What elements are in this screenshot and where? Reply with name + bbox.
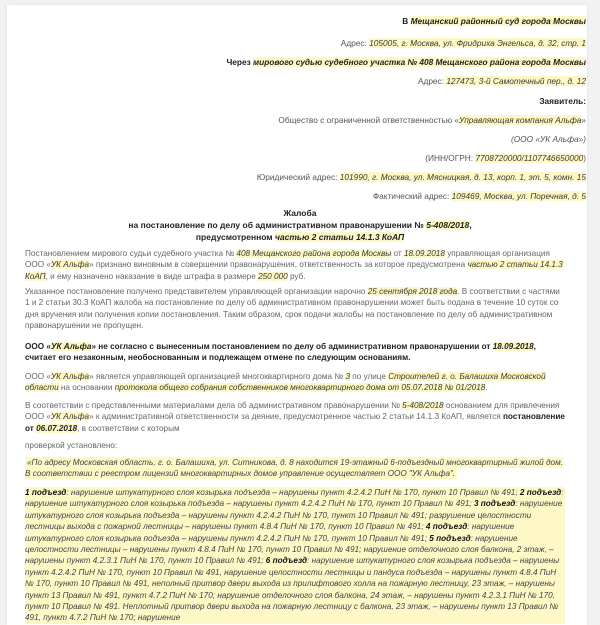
actual-address-label: Фактический адрес: [372,191,452,201]
court-line [402,16,586,26]
p1-text: Постановлением мирового судьи судебного участка № [25,249,237,258]
entrance-3-label: 3 подъезд [473,499,516,509]
p2-text: . В соответствии с частями 1 и 2 статьи 30.3 КоАП жалоба на постановление по делу об административном правонарушении может быть подана в течение 10 суток со дня вручения или получения копии постановления. Таким образом, срок подачи жалобы на постановление по делу об административном правонарушении не пропущен. [25,287,560,331]
document-subtitle-line2 [0,232,600,242]
document-title: Жалоба [283,208,317,218]
p1-org: УК Альфа [50,260,90,270]
court-name: Мещанский районный суд города Москвы [410,16,586,26]
court-address-value: 105005, г. Москва, ул. Фридриха Энгельса, д. 32, стр. 1 [369,38,586,48]
p4-text: на основании [58,383,115,393]
via-line [226,57,586,67]
paragraph-5 [25,400,565,434]
p5-case: 5-408/2018 [402,401,444,410]
p1-text: » признано виновным в совершении правонарушения, ответственность за которое предусмотрена [89,260,468,270]
entrance-3-text: : нарушение штукатурного слоя козырька подъезда – нарушены пункт 4.2.4.2 ПиН № 170, пункт 10 Правил № 491; разрушение целостности лестницы выхода с пожарной лестницы – нарушены пункт 4.8.4 ПиН № 170, пункт 10 Правил № 491; [25,499,563,532]
actual-address-line [373,191,586,201]
court-address-line [341,38,586,48]
entrance-4-text: : нарушение штукатурного слоя козырька подъезда – нарушены пункт 4.2.4.2 ПиН № 170, пункт 10 Правил № 491; [25,522,515,543]
subtitle2-prefix: предусмотренном [195,232,275,242]
entrance-2-text: : нарушение штукатурного слоя козырька подъезда – нарушены пункт 4.2.4.2 ПиН № 170, пункт 10 Правил № 491; [25,488,564,509]
p4-protocol: протокола общего собрания собственников многоквартирного дома от 05.07.2018 № 01/2018 [114,383,486,393]
paragraph-1 [25,248,565,282]
case-number: 5-408/2018 [426,220,470,230]
p1-court: 408 Мещанского района города Москвы [236,249,392,258]
p3-text: ООО « [25,342,51,351]
entrance-5-label: 5 подъезд [429,533,471,543]
entrance-2-label: 2 подъезд [519,488,562,497]
paragraph-2 [25,286,565,332]
inn-value: 7708720000/1107746650000 [475,153,584,163]
p3-text: » не согласно с вынесенным постановлением по делу об административном правонарушении от [91,342,493,351]
p4-street: Строителей г. о. Балашиха Московской области [25,372,546,393]
paragraph-3 [25,341,565,364]
p4-text: » является управляющей организацией многоквартирного дома № [89,372,346,381]
paragraph-6: проверкой установлено: [25,441,118,450]
p1-text: , и ему назначено наказание в виде штрафа в размере [45,271,259,281]
p3-date: 18.09.2018 [492,342,534,351]
inn-suffix: ) [583,153,586,163]
legal-address-label: Юридический адрес: [256,172,340,182]
p4-text: по улице [350,372,389,381]
court-prefix: В [402,16,411,26]
p1-fine: 250 000 [258,271,288,281]
p4-text: ООО « [25,372,51,381]
inn-label: (ИНН/ОГРН: [425,153,476,163]
actual-address-value: 109469, Москва, ул. Поречная, д. 5 [451,191,586,201]
violations-block [25,487,565,624]
p4-house: 3 [345,372,350,381]
p5-text: В соответствии с представленными материалами дела об административном правонарушении № [25,401,403,410]
entrance-1-label: 1 подъезд [25,488,67,497]
via-address-line [418,76,586,86]
applicant-label: Заявитель: [539,96,586,106]
via-prefix: Через [226,57,253,67]
p2-date: 25 сентября 2018 года [367,287,458,296]
document-subtitle-line1 [0,220,600,230]
p1-text: руб. [287,271,306,281]
p1-article: частью 2 статьи 14.1.3 КоАП [25,260,563,281]
p5-text: , в соответствии с которым [77,423,180,433]
entrance-5-text: : нарушение целостности лестницы – нарушены пункт 4.8.4 ПиН № 170, пункт 10 Правил № 491; нарушение отделочного слоя балкона, 2 этаж, – нарушены пункт 4.2.3.1 ПиН № 170, пункт 10 Правил № 491; [25,533,554,566]
quote-block [25,457,565,480]
applicant-org-name: Управляющая компания Альфа [459,115,582,125]
applicant-org-prefix: Общество с ограниченной ответственностью « [278,115,460,125]
entrance-4-label: 4 подъезд [425,522,468,532]
p5-date: 06.07.2018 [36,423,78,433]
p4-text: . [485,383,488,393]
entrance-6-label: 6 подъезд [265,556,308,566]
via-address-label: Адрес: [417,76,447,86]
article-ref: частью 2 статьи 14.1.3 КоАП [274,232,405,242]
legal-address-value: 101990, г. Москва, ул. Мясницкая, д. 13, корп. 1, эт. 5, комн. 15 [339,172,586,182]
subtitle-prefix: на постановление по делу об административном правонарушении № [128,220,427,230]
via-name: мирового судью судебного участка № 408 Мещанского района города Москвы [253,57,586,67]
subtitle-suffix: , [469,220,472,230]
applicant-org-suffix: » [581,115,586,125]
entrance-6-text: : нарушение штукатурного слоя козырька подъезда – нарушены пункт 4.2.4.2 ПиН № 170, пункт 10 Правил № 491, нарушение целостности лестницы и пандуса подъезда – нарушены пункт 4.8.4 ПиН № 170, пункт 10 Правил № 491, неполный притвор двери выхода из прилифтового холла на пожарную лестницу, 23 этаж, – нарушены пункт 13 Правил № 491, пункт 4.7.2 ПиН № 170; нарушение отделочного слоя балкона, 24 этаж, – нарушены пункт 4.2.3.1 ПиН № 170, пункт 10 Правил № 491. Неплотный притвор двери выхода на пожарную лестницу с балкона, 23 этаж, – нарушены пункт 13 Правил № 491, пункт 4.7.2 ПиН № 170; нарушение [25,556,560,623]
p3-org: УК Альфа [50,342,92,351]
p2-text: Указанное постановление получено представителем управляющей организации нарочно [25,287,368,296]
paragraph-4 [25,371,565,394]
applicant-short: (ООО «УК Альфа») [510,134,586,144]
p1-date: 18.09.2018 [403,249,445,258]
p5-org: УК Альфа [50,412,90,422]
court-address-label: Адрес: [340,38,370,48]
legal-address-line [257,172,586,182]
p4-org: УК Альфа [50,372,90,381]
p5-text: » к административной ответственности за деяние, предусмотренное частью 2 статьи 14.1.3 КоАП, является [89,412,503,422]
p5-text: основанием для привлечения ООО « [25,401,560,422]
inn-line [425,153,586,163]
applicant-org-line [278,115,586,125]
p5-bold: постановление от [25,412,565,433]
quote-text: «По адресу Московская область, г. о. Балашиха, ул. Ситникова, д. 8 находится 19-этажный 6-подъездный многоквартирный жилой дом. В соответствии с реестром лицензий многоквартирных домов управление осуществляет ООО "УК Альфа". [25,458,563,479]
p1-text: от [391,249,404,258]
p1-text: управляющая организация ООО « [25,249,550,270]
via-address-value: 127473, 3-й Самотечный пер., д. 12 [446,76,586,86]
p3-text: , считает его незаконным, необоснованным и подлежащем отмене по следующим основаниям. [25,342,536,363]
entrance-1-text: : нарушение штукатурного слоя козырька подъезда – нарушены пункт 4.2.4.2 ПиН № 170, пункт 10 Правил № 491; [66,488,520,497]
